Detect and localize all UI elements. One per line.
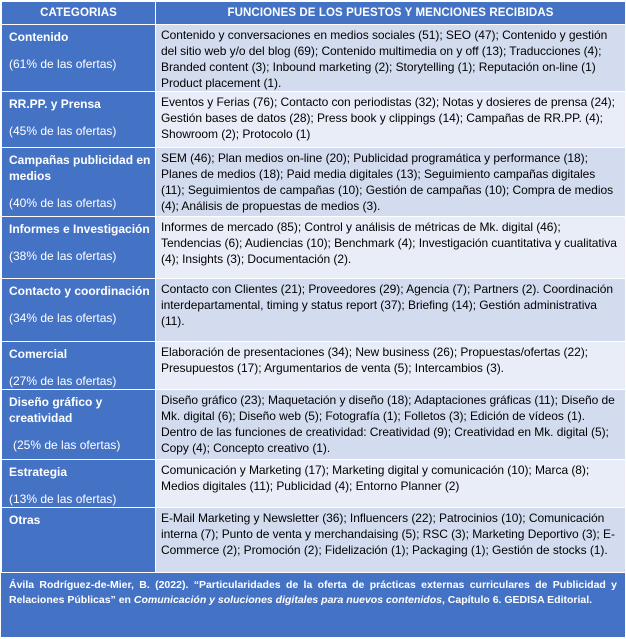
- functions-text: E-Mail Marketing y Newsletter (36); Influencers (22); Patrocinios (10); Comunicación interna (7); Punto de venta y merchandaising (5); RSC (3); Marketing Deportivo (3); E-Commerce (2); Promoción (2); Fidelización (1); Packaging (1); Gestión de stocks (1).: [161, 511, 615, 557]
- category-name: Contenido: [9, 30, 69, 44]
- category-cell: [2, 279, 156, 342]
- category-name: Estrategia: [9, 465, 68, 479]
- category-percentage: (34% de las ofertas): [9, 311, 117, 325]
- category-percentage: (40% de las ofertas): [9, 196, 117, 210]
- functions-text: Comunicación y Marketing (17); Marketing digital y comunicación (10); Marca (8); Medios digitales (11); Publicidad (4); Entorno Planner (2): [161, 463, 590, 493]
- functions-text: Diseño gráfico (23); Maquetación y diseño (18); Adaptaciones gráficas (11); Diseño de Mk. digital (6); Diseño web (5); Fotografía (1); Folletos (3); Edición de vídeos (1). Dentro de las funciones de creatividad: Creatividad (9); Creatividad en Mk. digital (5); Copy (4); Concepto creativo (1).: [161, 393, 615, 455]
- category-cell: [2, 508, 156, 578]
- citation-authors: Ávila Rodríguez-de-Mier, B. (2022). “Particularidades de la oferta de prácticas externas curriculares de Publicidad y Relaciones Públicas” en: [9, 579, 617, 606]
- category-name: Contacto y coordinación: [9, 284, 150, 298]
- functions-cell: [156, 279, 626, 342]
- functions-cell: [156, 148, 626, 217]
- functions-text: Eventos y Ferias (76); Contacto con periodistas (32); Notas y dosieres de prensa (24); Gestión bases de datos (28); Press book y clippings (14); Campañas de RR.PP. (4); Showroom (2); Protocolo (1): [161, 95, 615, 141]
- category-percentage: (27% de las ofertas): [9, 374, 117, 388]
- table-row-diseno-grafico: [2, 390, 626, 460]
- category-name: Informes e Investigación: [9, 222, 150, 236]
- category-cell: [2, 25, 156, 92]
- header-categorias: CATEGORIAS: [2, 2, 156, 25]
- table-row-campanas-publicidad: [2, 148, 626, 217]
- functions-cell: [156, 508, 626, 578]
- category-percentage: (38% de las ofertas): [9, 249, 117, 263]
- table-row-informes-investigacion: [2, 217, 626, 279]
- functions-cell: [156, 342, 626, 390]
- table-row-comercial: [2, 342, 626, 390]
- category-name: Comercial: [9, 347, 68, 361]
- category-name: Diseño gráfico y creatividad: [9, 395, 103, 425]
- table-row-estrategia: [2, 460, 626, 508]
- category-name: Campañas publicidad en medios: [9, 153, 151, 183]
- category-cell: [2, 342, 156, 390]
- category-percentage: (13% de las ofertas): [9, 492, 117, 506]
- category-name: RR.PP. y Prensa: [9, 97, 101, 111]
- functions-text: Informes de mercado (85); Control y análisis de métricas de Mk. digital (46); Tendencias (6); Audiencias (10); Benchmark (4); Investigación cuantitativa y cualitativa (4); Insights (3); Documentación (2).: [161, 220, 617, 266]
- category-cell: [2, 92, 156, 148]
- categories-table: [1, 1, 626, 578]
- source-citation: [1, 572, 625, 637]
- category-cell: [2, 217, 156, 279]
- table-row-rrpp-prensa: [2, 92, 626, 148]
- table-row-contacto-coordinacion: [2, 279, 626, 342]
- functions-cell: [156, 25, 626, 92]
- functions-text: Elaboración de presentaciones (34); New business (26); Propuestas/ofertas (22); Presupuestos (17); Argumentarios de venta (5); Intercambios (3).: [161, 345, 588, 375]
- document-page: [1, 1, 625, 637]
- category-percentage: (61% de las ofertas): [9, 57, 117, 71]
- table-row-contenido: [2, 25, 626, 92]
- table-row-otras: [2, 508, 626, 578]
- category-cell: [2, 390, 156, 460]
- functions-text: SEM (46); Plan medios on-line (20); Publicidad programática y performance (18); Planes de medios (18); Paid media digitales (13); Seguimiento campañas digitales (11); Seguimientos de campañas (10); Gestión de campañas (10); Compra de medios (4); Análisis de propuestas de medios (3).: [161, 151, 614, 213]
- category-percentage: (45% de las ofertas): [9, 124, 117, 138]
- table-header-row: [2, 2, 626, 25]
- functions-cell: [156, 92, 626, 148]
- category-cell: [2, 148, 156, 217]
- category-cell: [2, 460, 156, 508]
- category-percentage: (25% de las ofertas): [13, 438, 121, 452]
- functions-cell: [156, 460, 626, 508]
- header-funciones: FUNCIONES DE LOS PUESTOS Y MENCIONES RECIBIDAS: [156, 2, 626, 25]
- functions-cell: [156, 390, 626, 460]
- category-name: Otras: [9, 513, 41, 527]
- citation-chapter-publisher: , Capítulo 6. GEDISA Editorial.: [441, 594, 593, 606]
- functions-cell: [156, 217, 626, 279]
- functions-text: Contacto con Clientes (21); Proveedores (29); Agencia (7); Partners (2). Coordinación interdepartamental, timing y status report (37); Briefing (14); Gestión administrativa (11).: [161, 282, 613, 328]
- functions-text: Contenido y conversaciones en medios sociales (51); SEO (47); Contenido y gestión del sitio web y/o del blog (69); Contenido multimedia on y off (13); Traducciones (4); Branded content (3); Inbound marketing (2); Storytelling (1); Reputación on-line (1) Product placement (1).: [161, 28, 608, 90]
- citation-book-title: Comunicación y soluciones digitales para nuevos contenidos: [133, 594, 442, 606]
